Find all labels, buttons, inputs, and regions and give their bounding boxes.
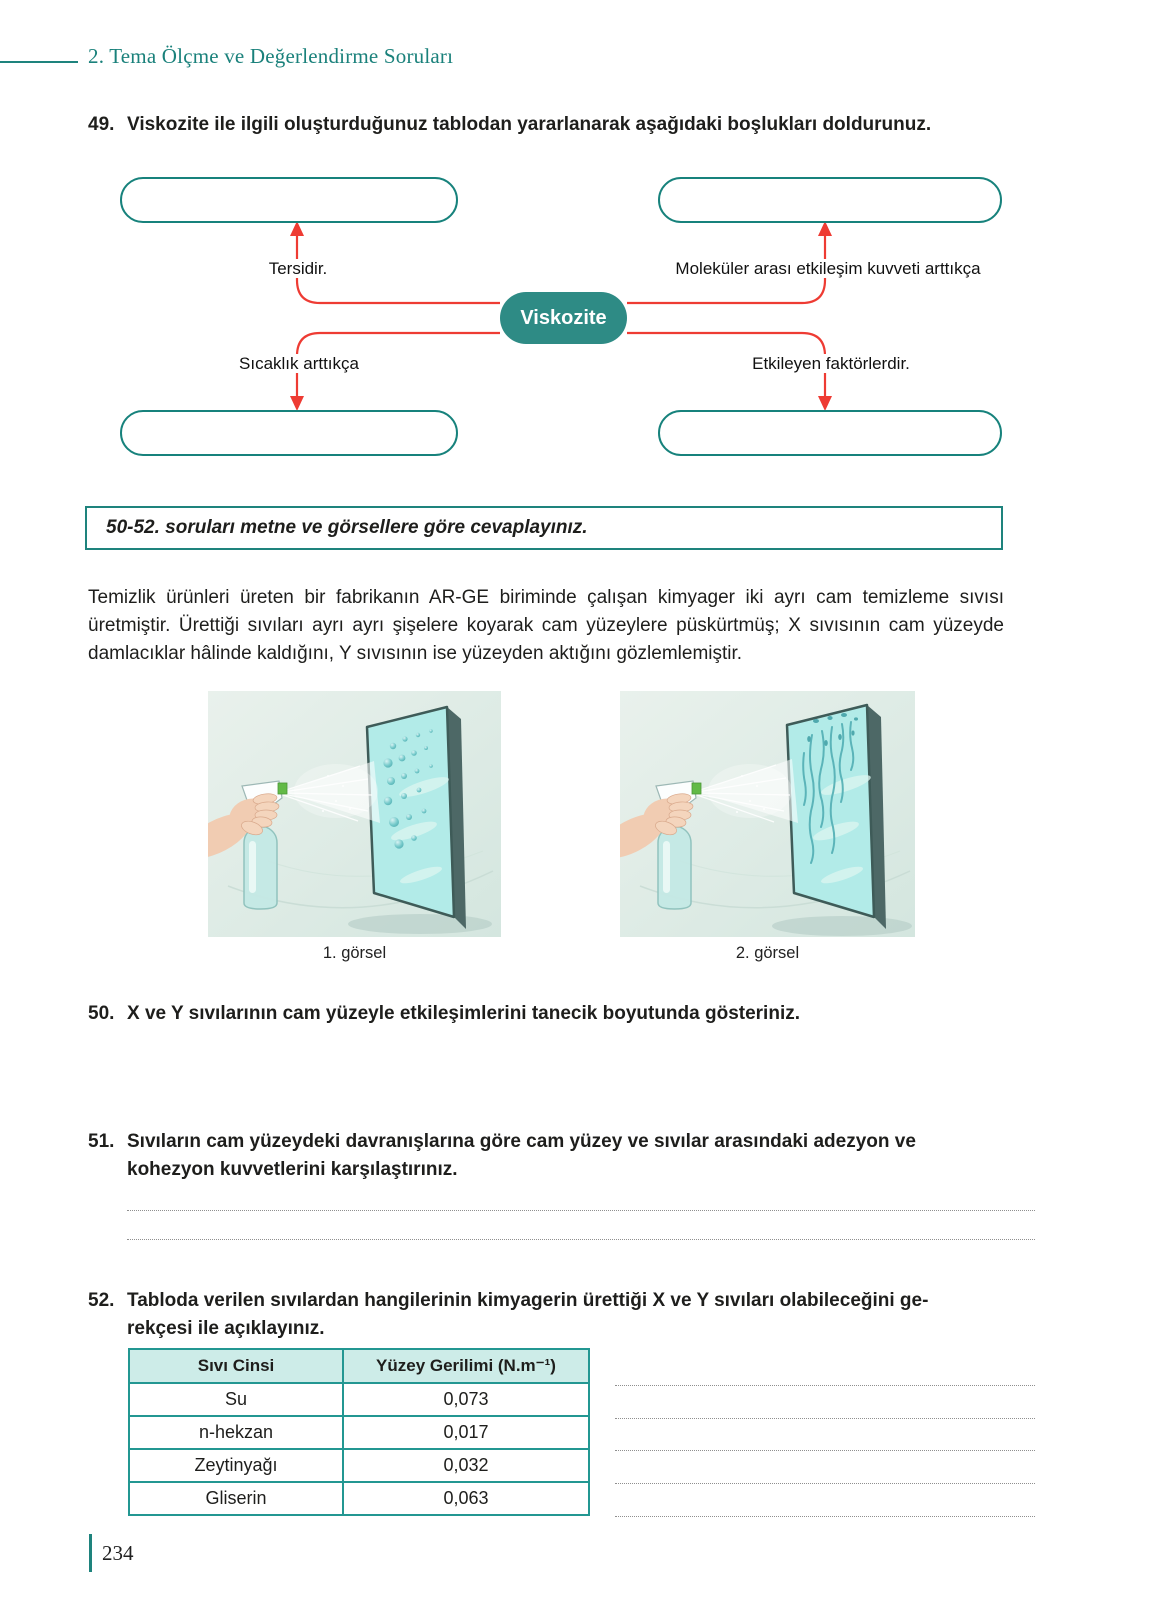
question-51 [88, 1128, 1018, 1184]
answer-blank-top-right [658, 177, 1002, 223]
answer-line [615, 1417, 1035, 1419]
map-label-bottom-left: Sıcaklık arttıkça [236, 354, 362, 373]
header-rule [0, 61, 78, 63]
answer-line [615, 1449, 1035, 1451]
question-49 [88, 111, 1018, 139]
map-label-top-right: Moleküler arası etkileşim kuvveti arttıkça [672, 259, 983, 278]
concept-map-center-node: Viskozite [500, 292, 627, 344]
question-52-number: 52. [88, 1290, 115, 1311]
answer-line [615, 1384, 1035, 1386]
table-cell-value: 0,032 [343, 1449, 589, 1482]
table-cell-liquid: Su [129, 1383, 343, 1416]
table-cell-value: 0,073 [343, 1383, 589, 1416]
question-51-line2: kohezyon kuvvetlerini karşılaştırınız. [127, 1159, 458, 1180]
page-header-title: 2. Tema Ölçme ve Değerlendirme Soruları [88, 44, 454, 68]
spray-bottle-droplets-illustration [208, 691, 501, 937]
question-51-number: 51. [88, 1131, 115, 1152]
table-header-row [129, 1349, 589, 1383]
table-row [129, 1383, 589, 1416]
table-row [129, 1482, 589, 1515]
question-52 [88, 1287, 1018, 1343]
table-cell-liquid: Zeytinyağı [129, 1449, 343, 1482]
question-50-number: 50. [88, 1003, 115, 1024]
instruction-text: 50-52. soruları metne ve görsellere göre cevaplayınız. [106, 517, 588, 538]
instruction-box [85, 506, 1003, 550]
figure-1-caption: 1. görsel [322, 944, 387, 962]
figure-2-spray-streaks [620, 691, 915, 937]
intro-paragraph: Temizlik ürünleri üreten bir fabrikanın AR-GE biriminde çalışan kimyager iki ayrı cam temizleme sıvısı üretmiştir. Ürettiği sıvıları ayrı ayrı şişelere koyarak cam yüzeylere püskürtmüş; X sıvısının cam yüzeyde damlacıklar hâlinde kaldığını, Y sıvısının ise yüzeyden aktığını gözlemlemiştir. [88, 587, 1004, 664]
spray-bottle-streaks-illustration [620, 691, 915, 937]
answer-line [127, 1209, 1035, 1211]
answer-blank-top-left [120, 177, 458, 223]
table-header-tension: Yüzey Gerilimi (N.m⁻¹) [343, 1349, 589, 1383]
table-cell-liquid: Gliserin [129, 1482, 343, 1515]
question-52-line1: Tabloda verilen sıvılardan hangilerinin kimyagerin ürettiği X ve Y sıvıları olabileceğini ge- [127, 1290, 929, 1311]
question-49-text: Viskozite ile ilgili oluşturduğunuz tablodan yararlanarak aşağıdaki boşlukları doldurunuz. [127, 114, 932, 135]
table-cell-value: 0,017 [343, 1416, 589, 1449]
surface-tension-table [128, 1348, 590, 1516]
answer-blank-bottom-left [120, 410, 458, 456]
page-number-bar [89, 1534, 92, 1572]
answer-blank-bottom-right [658, 410, 1002, 456]
table-cell-liquid: n-hekzan [129, 1416, 343, 1449]
question-51-line1: Sıvıların cam yüzeydeki davranışlarına göre cam yüzey ve sıvılar arasındaki adezyon ve [127, 1131, 916, 1152]
table-row [129, 1416, 589, 1449]
figure-2-caption: 2. görsel [735, 944, 800, 962]
table-header-liquid: Sıvı Cinsi [129, 1349, 343, 1383]
answer-line [615, 1482, 1035, 1484]
question-52-line2: rekçesi ile açıklayınız. [127, 1318, 325, 1339]
question-50-text: X ve Y sıvılarının cam yüzeyle etkileşimlerini tanecik boyutunda gösteriniz. [127, 1003, 800, 1024]
map-label-bottom-right: Etkileyen faktörlerdir. [749, 354, 913, 373]
question-52-text [127, 1287, 928, 1343]
figure-1-spray-droplets [208, 691, 501, 937]
table-cell-value: 0,063 [343, 1482, 589, 1515]
table-row [129, 1449, 589, 1482]
question-51-text [127, 1128, 916, 1184]
map-label-top-left: Tersidir. [266, 259, 331, 278]
question-50 [88, 1000, 1018, 1028]
page-number: 234 [102, 1541, 134, 1565]
answer-line [127, 1238, 1035, 1240]
question-49-number: 49. [88, 114, 115, 135]
answer-line [615, 1515, 1035, 1517]
